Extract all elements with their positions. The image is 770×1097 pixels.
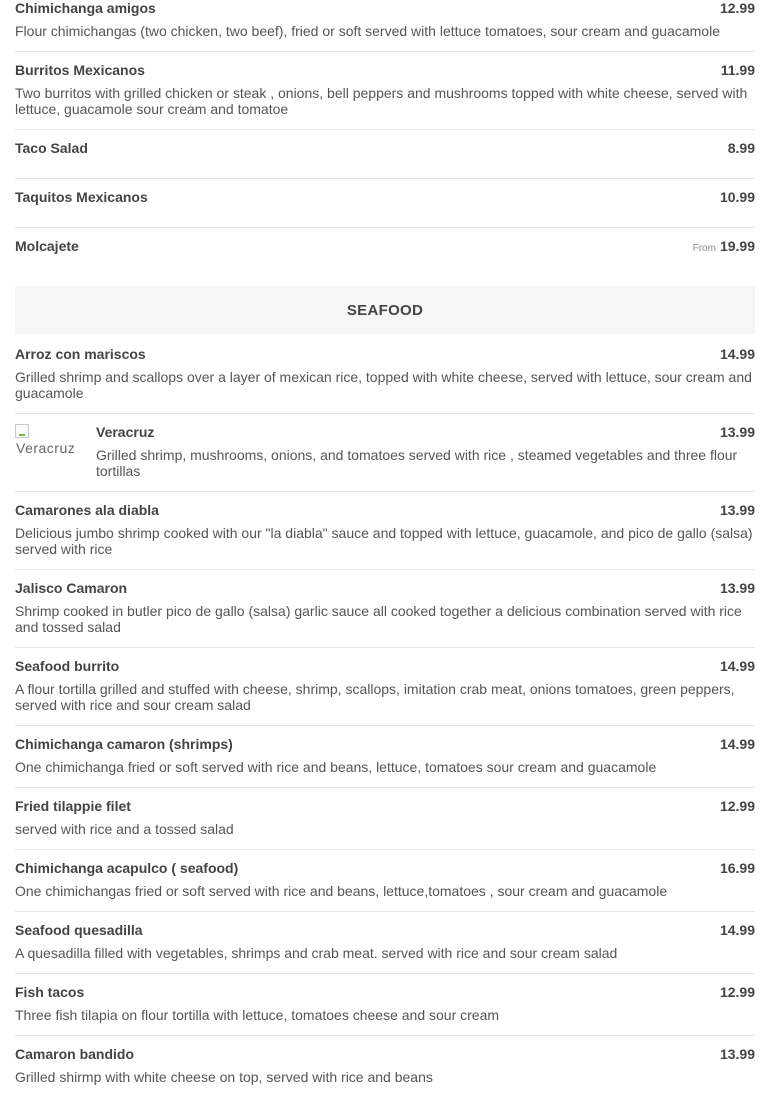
item-price: 14.99 [719, 922, 755, 938]
menu-item-seafood-quesadilla[interactable] [15, 912, 755, 974]
item-price: 8.99 [727, 140, 755, 156]
menu-item-burritos-mexicanos[interactable] [15, 52, 755, 130]
item-price: 11.99 [720, 62, 755, 78]
menu-item-veracruz[interactable] [15, 414, 755, 492]
item-price: 19.99 [719, 238, 755, 254]
item-price: 14.99 [719, 346, 755, 362]
item-description: One chimichangas fried or soft served with rice and beans, lettuce,tomatoes , sour cream and guacamole [15, 883, 668, 899]
item-description: A flour tortilla grilled and stuffed with cheese, shrimp, scallops, imitation crab meat, onions tomatoes, green peppers, served with rice and sour cream salad [15, 681, 735, 713]
menu-item-camaron-bandido[interactable] [15, 1036, 755, 1097]
item-price: 10.99 [719, 189, 755, 205]
broken-image-icon [15, 424, 29, 438]
item-description: Three fish tilapia on flour tortilla with lettuce, tomatoes cheese and sour cream [15, 1007, 500, 1023]
menu-item-fish-tacos[interactable] [15, 974, 755, 1036]
menu-item-chimichanga-amigos[interactable] [15, 0, 755, 52]
item-description: Shrimp cooked in butler pico de gallo (salsa) garlic sauce all cooked together a delicious combination served with rice and tossed salad [15, 603, 742, 635]
menu-item-camarones-ala-diabla[interactable] [15, 492, 755, 570]
item-name: Camaron bandido [15, 1046, 135, 1062]
item-name: Chimichanga camaron (shrimps) [15, 736, 233, 752]
item-price-group [693, 238, 755, 254]
item-price: 13.99 [719, 502, 755, 518]
item-name: Jalisco Camaron [15, 580, 128, 596]
item-name: Seafood quesadilla [15, 922, 143, 938]
item-description: A quesadilla filled with vegetables, shrimps and crab meat. served with rice and sour cream salad [15, 945, 618, 961]
menu-item-seafood-burrito[interactable] [15, 648, 755, 726]
menu-item-chimichanga-acapulco[interactable] [15, 850, 755, 912]
item-name: Arroz con mariscos [15, 346, 146, 362]
item-name: Chimichanga acapulco ( seafood) [15, 860, 239, 876]
menu-item-taco-salad[interactable] [15, 130, 755, 179]
menu-item-arroz-con-mariscos[interactable] [15, 336, 755, 414]
item-price: 13.99 [719, 580, 755, 596]
section-header-seafood: SEAFOOD [15, 286, 755, 334]
item-price: 12.99 [719, 984, 755, 1000]
item-price: 16.99 [719, 860, 755, 876]
item-description: Grilled shrimp and scallops over a layer of mexican rice, topped with white cheese, served with lettuce, sour cream and guacamole [15, 369, 752, 401]
thumbnail-alt-text: Veracruz [16, 440, 76, 456]
item-price: 13.99 [719, 424, 755, 440]
menu-item-chimichanga-camaron[interactable] [15, 726, 755, 788]
item-description: One chimichanga fried or soft served with rice and beans, lettuce, tomatoes sour cream and guacamole [15, 759, 657, 775]
item-description: Grilled shirmp with white cheese on top, served with rice and beans [15, 1069, 433, 1085]
item-name: Fish tacos [15, 984, 85, 1000]
item-price: 13.99 [719, 1046, 755, 1062]
item-description: Flour chimichangas (two chicken, two beef), fried or soft served with lettuce tomatoes, sour cream and guacamole [15, 23, 720, 39]
item-description: served with rice and a tossed salad [15, 821, 234, 837]
item-price: 14.99 [719, 736, 755, 752]
menu-item-taquitos-mexicanos[interactable] [15, 179, 755, 228]
item-name: Chimichanga amigos [15, 0, 156, 16]
menu-item-molcajete[interactable] [15, 228, 755, 276]
menu-item-fried-tilappie-filet[interactable] [15, 788, 755, 850]
item-name: Taquitos Mexicanos [15, 189, 148, 205]
item-description: Grilled shrimp, mushrooms, onions, and tomatoes served with rice , steamed vegetables and three flour tortillas [96, 447, 738, 479]
item-thumbnail[interactable] [15, 424, 85, 466]
item-price: 12.99 [719, 0, 755, 16]
menu-list [15, 0, 755, 1097]
item-name: Veracruz [96, 424, 155, 440]
item-name: Camarones ala diabla [15, 502, 159, 518]
item-name: Fried tilappie filet [15, 798, 131, 814]
price-prefix: From [692, 243, 716, 254]
item-description: Two burritos with grilled chicken or steak , onions, bell peppers and mushrooms topped with white cheese, served with lettuce, guacamole sour cream and tomatoe [15, 85, 748, 117]
item-name: Burritos Mexicanos [15, 62, 145, 78]
item-description: Delicious jumbo shrimp cooked with our "la diabla" sauce and topped with lettuce, guacamole, and pico de gallo (salsa) served with rice [15, 525, 753, 557]
menu-item-jalisco-camaron[interactable] [15, 570, 755, 648]
item-price: 12.99 [719, 798, 755, 814]
item-name: Molcajete [15, 238, 79, 254]
item-name: Taco Salad [15, 140, 88, 156]
item-price: 14.99 [719, 658, 755, 674]
item-name: Seafood burrito [15, 658, 120, 674]
